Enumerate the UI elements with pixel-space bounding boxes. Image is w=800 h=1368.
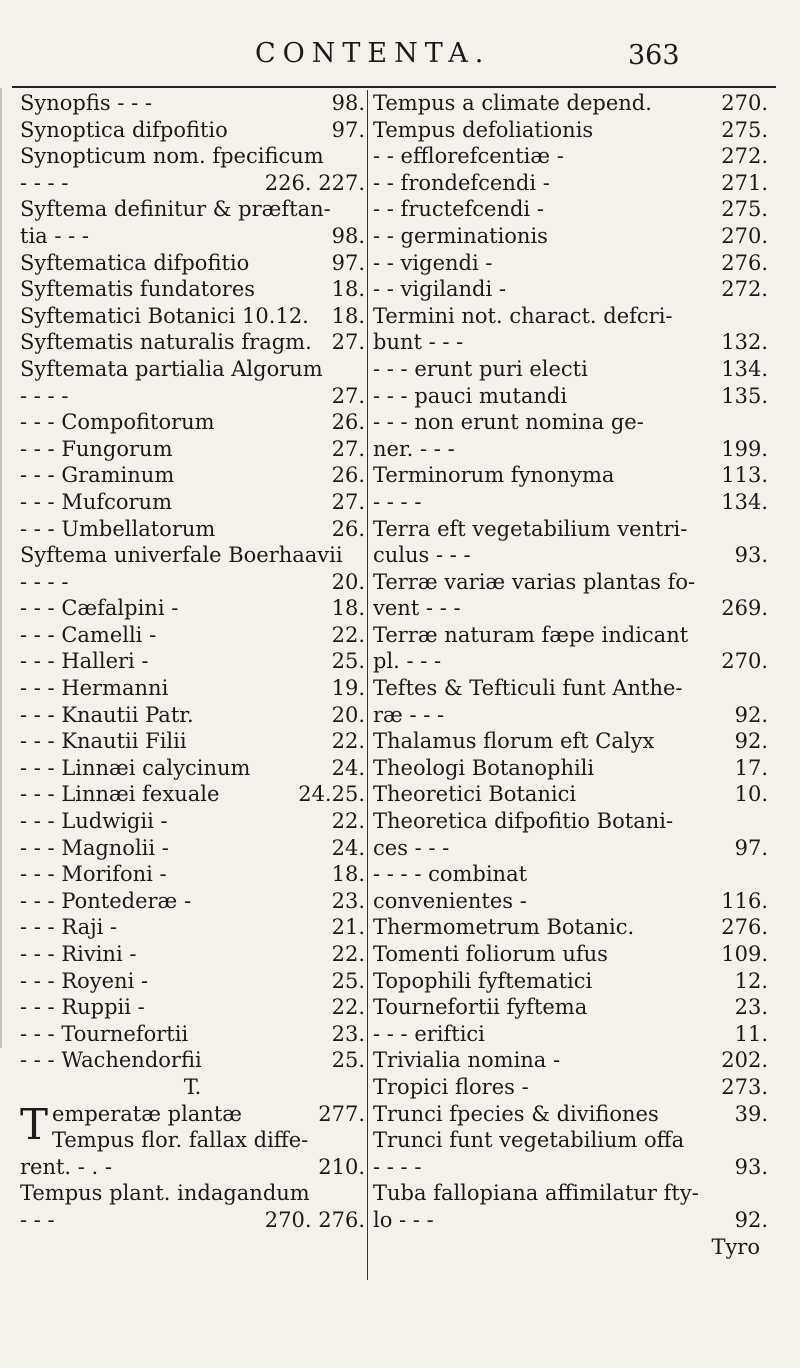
entry-text: - - - Magnolii - [20,835,169,860]
index-entry [373,223,768,250]
index-entry [20,1127,365,1154]
entry-page-ref: 98. [331,91,365,115]
index-entry [373,622,768,649]
entry-text: Topophili fyftematici [373,968,593,993]
entry-page-ref: 97. [734,835,768,860]
entry-text: Termini not. charact. defcri- [373,303,673,328]
entry-text: bunt - - - [373,330,464,355]
entry-page-ref: 275. [721,197,768,222]
index-entry [373,702,768,729]
entry-page-ref: 18. [331,277,365,302]
entry-text: - - - eriftici [373,1021,485,1046]
entry-page-ref: 11. [734,1021,768,1046]
entry-page-ref: 109. [721,942,768,966]
entry-page-ref: 92. [734,1207,768,1232]
entry-text: Terminorum fynonyma [373,463,615,488]
index-entry [20,994,365,1021]
entry-text: Trivialia nomina - [373,1048,561,1073]
index-entry [20,170,365,197]
index-entry [373,516,768,543]
entry-text: Syftemata partialia Algorum [20,356,323,381]
entry-text: vent - - - [373,596,461,621]
index-entry [373,835,768,862]
index-entry [20,702,365,729]
page-edge-shadow [0,88,10,1048]
index-entry [20,1047,365,1074]
entry-text: - - - - combinat [373,862,528,887]
entry-text: - - efflorefcentiæ - [373,144,564,169]
index-entry [20,409,365,436]
index-entry [20,569,365,596]
index-entry [373,994,768,1021]
entry-text: - - fructefcendi - [373,197,544,222]
index-entry [20,781,365,808]
index-entry [373,303,768,330]
entry-text: Terræ variæ varias plantas fo- [373,569,696,594]
index-entry [373,170,768,197]
index-entry [373,117,768,144]
entry-text: Tomenti foliorum ufus [373,942,608,966]
catchword: Tyro [711,1234,760,1259]
index-entry [20,436,365,463]
index-entry [20,861,365,888]
index-entry [373,968,768,995]
entry-page-ref: 93. [734,543,768,568]
entry-page-ref: 26. [331,516,365,541]
entry-page-ref: 22. [331,729,365,754]
entry-page-ref: 97. [331,250,365,275]
entry-page-ref: 23. [331,888,365,913]
entry-text: convenientes - [373,888,527,913]
index-entry [373,648,768,675]
entry-page-ref: 273. [721,1074,768,1099]
index-entry [20,462,365,489]
index-entry [20,914,365,941]
entry-text: - - - Camelli - [20,622,157,647]
entry-text: Synopfis - - - [20,91,152,115]
entry-page-ref: 272. [721,144,768,169]
entry-page-ref: 26. [331,463,365,488]
entry-page-ref: 270. [721,649,768,674]
index-entry [373,542,768,569]
index-entry [20,888,365,915]
index-entry [20,329,365,356]
entry-page-ref: 24.25. [298,782,365,807]
entry-text: Syftema univerfale Boerhaavii [20,543,343,568]
entry-page-ref: 277. [318,1101,365,1126]
entry-text: - - - Morifoni - [20,862,167,887]
index-entry [20,835,365,862]
entry-text: Theologi Botanophili [373,755,595,780]
right-index-column [373,90,768,1260]
index-entry [20,675,365,702]
index-entry [20,143,365,170]
entry-text: - - - non erunt nomina ge- [373,410,644,435]
index-entry [20,648,365,675]
index-entry [373,1021,768,1048]
entry-text: Tropici flores - [373,1074,529,1099]
index-entry [20,223,365,250]
entry-text: Thalamus florum eft Calyx [373,729,655,754]
entry-text: - - frondefcendi - [373,170,550,195]
entry-text: - - - Mufcorum [20,489,172,514]
entry-text: - - - [20,1207,55,1232]
entry-page-ref: 20. [331,702,365,727]
header-page-number: 363 [628,40,680,71]
entry-text: Theoretici Botanici [373,782,577,807]
entry-page-ref: 23. [734,995,768,1020]
header-title: CONTENTA. [255,38,491,69]
entry-text: tia - - - [20,223,89,248]
entry-page-ref: 22. [331,809,365,834]
entry-text: - - - Tournefortii [20,1021,189,1046]
entry-page-ref: 22. [331,995,365,1020]
index-entry [373,1207,768,1234]
index-entry [373,196,768,223]
index-entry [20,755,365,782]
index-entry [20,622,365,649]
entry-page-ref: 275. [721,117,768,142]
index-entry [20,196,365,223]
running-header [0,38,800,78]
entry-text: ces - - - [373,835,450,860]
entry-page-ref: 92. [734,702,768,727]
entry-text: Tempus defoliationis [373,117,594,142]
entry-text: - - - erunt puri electi [373,356,588,381]
left-index-column [20,90,365,1234]
index-entry [20,1101,365,1128]
entry-text: Trunci funt vegetabilium offa [373,1128,685,1153]
entry-text: Syftematica difpofitio [20,250,250,275]
entry-page-ref: 116. [721,888,768,913]
entry-page-ref: 93. [734,1154,768,1179]
entry-text: Tempus flor. fallax diffe- [52,1128,309,1153]
entry-text: - - - Ruppii - [20,995,145,1020]
entry-text: lo - - - [373,1207,434,1232]
index-entry [373,595,768,622]
entry-text: Tournefortii fyftema [373,995,588,1020]
entry-text: - - - Hermanni [20,676,169,701]
entry-text: ræ - - - [373,702,445,727]
entry-page-ref: 272. [721,277,768,302]
entry-text: - - - Wachendorfii [20,1048,202,1073]
entry-page-ref: 12. [734,968,768,993]
entry-page-ref: 19. [331,676,365,701]
index-entry [373,861,768,888]
index-entry [373,808,768,835]
header-rule [12,86,776,88]
entry-text: - - - Fungorum [20,436,173,461]
drop-capital: T [20,1099,49,1149]
index-entry [20,356,365,383]
entry-text: - - - - [20,170,69,195]
entry-text: Syftematici Botanici 10.12. [20,303,309,328]
entry-text: Syftematis fundatores [20,277,256,302]
index-entry [373,728,768,755]
index-entry [20,117,365,144]
index-entry [20,542,365,569]
entry-page-ref: 27. [331,383,365,408]
index-entry [373,143,768,170]
entry-page-ref: 132. [721,330,768,355]
entry-text: - - - Rivini - [20,942,137,966]
entry-text: Synoptica difpofitio [20,117,228,142]
entry-text: - - - pauci mutandi [373,383,568,408]
index-entry [373,569,768,596]
entry-text: Terra eft vegetabilium ventri- [373,516,688,541]
entry-text: culus - - - [373,543,471,568]
entry-text: - - - Raji - [20,915,118,940]
index-entry [373,1074,768,1101]
entry-text: - - - - [20,569,69,594]
index-entry [373,462,768,489]
entry-text: Synopticum nom. fpecificum [20,144,324,169]
entry-text: - - vigilandi - [373,277,506,302]
index-entry [20,383,365,410]
index-entry [20,516,365,543]
index-entry [20,90,365,117]
entry-page-ref: 135. [721,383,768,408]
index-entry [20,1207,365,1234]
entry-page-ref: 18. [331,596,365,621]
entry-page-ref: 276. [721,250,768,275]
index-entry [373,409,768,436]
index-entry [373,888,768,915]
entry-text: Teftes & Tefticuli funt Anthe- [373,676,683,701]
entry-text: - - - - [373,489,422,514]
entry-page-ref: 134. [721,356,768,381]
entry-page-ref: 26. [331,410,365,435]
entry-page-ref: 210. [318,1154,365,1179]
index-entry [373,250,768,277]
entry-page-ref: 276. [721,915,768,940]
entry-page-ref: 24. [331,835,365,860]
entry-text: - - - Pontederæ - [20,888,192,913]
section-letter: T. [183,1074,202,1099]
entry-text: - - - Umbellatorum [20,516,216,541]
entry-page-ref: 202. [721,1048,768,1073]
entry-text: - - - Royeni - [20,968,149,993]
entry-page-ref: 92. [734,729,768,754]
entry-text: Syftematis naturalis fragm. [20,330,312,355]
entry-text: Terræ naturam fæpe indicant [373,622,689,647]
index-entry [373,1101,768,1128]
index-entry [373,781,768,808]
index-entry [373,90,768,117]
index-entry [20,1021,365,1048]
entry-text: - - - Cæfalpini - [20,596,179,621]
index-entry [20,250,365,277]
entry-text: ner. - - - [373,436,455,461]
index-entry [373,276,768,303]
index-entry [20,276,365,303]
entry-page-ref: 270. [721,223,768,248]
column-divider [367,90,368,1280]
index-entry [20,1180,365,1207]
entry-text: - - - Ludwigii - [20,809,168,834]
entry-text: - - - Linnæi calycinum [20,755,251,780]
index-entry [373,755,768,782]
index-entry [20,968,365,995]
entry-text: Trunci fpecies & divifiones [373,1101,659,1126]
entry-page-ref: 134. [721,489,768,514]
entry-text: - - - Compofitorum [20,410,215,435]
entry-page-ref: 27. [331,436,365,461]
index-entry [373,941,768,968]
entry-text: Syftema definitur & præftan- [20,197,331,222]
entry-page-ref: 271. [721,170,768,195]
entry-text: - - - Knautii Filii [20,729,187,754]
entry-page-ref: 24. [331,755,365,780]
index-entry [373,383,768,410]
entry-text: rent. - . - [20,1154,112,1179]
index-entry [20,595,365,622]
entry-page-ref: 113. [721,463,768,488]
index-entry [20,1154,365,1181]
entry-page-ref: 27. [331,489,365,514]
index-entry [373,1154,768,1181]
index-entry [373,356,768,383]
entry-page-ref: 199. [721,436,768,461]
entry-text: Thermometrum Botanic. [373,915,635,940]
index-entry [373,436,768,463]
entry-page-ref: 270. 276. [264,1207,365,1232]
entry-text: Theoretica difpofitio Botani- [373,809,674,834]
index-entry [373,1047,768,1074]
index-entry [373,489,768,516]
entry-page-ref: 20. [331,569,365,594]
entry-page-ref: 25. [331,1048,365,1073]
entry-text: - - - Knautii Patr. [20,702,194,727]
entry-text: - - vigendi - [373,250,493,275]
entry-page-ref: 17. [734,755,768,780]
entry-page-ref: 98. [331,223,365,248]
entry-text: Tuba fallopiana affimilatur fty- [373,1181,699,1206]
entry-text: - - germinationis [373,223,548,248]
entry-text: emperatæ plantæ [52,1101,243,1126]
entry-text: Tempus plant. indagandum [20,1181,310,1206]
entry-text: - - - Graminum [20,463,175,488]
entry-page-ref: 22. [331,622,365,647]
entry-page-ref: 18. [331,303,365,328]
index-entry [373,675,768,702]
entry-text: pl. - - - [373,649,442,674]
entry-page-ref: 23. [331,1021,365,1046]
entry-page-ref: 27. [331,330,365,355]
entry-page-ref: 25. [331,968,365,993]
index-entry [20,303,365,330]
entry-page-ref: 21. [331,915,365,940]
index-entry [373,1180,768,1207]
entry-page-ref: 269. [721,596,768,621]
entry-page-ref: 97. [331,117,365,142]
entry-text: - - - - [20,383,69,408]
entry-page-ref: 270. [721,91,768,115]
entry-text: - - - - [373,1154,422,1179]
entry-page-ref: 10. [734,782,768,807]
index-entry [20,808,365,835]
index-entry [20,941,365,968]
dropcap-block [20,1101,365,1154]
index-entry [20,728,365,755]
entry-page-ref: 22. [331,942,365,966]
entry-page-ref: 25. [331,649,365,674]
entry-page-ref: 39. [734,1101,768,1126]
entry-text: - - - Linnæi fexuale [20,782,220,807]
index-entry [373,329,768,356]
index-entry [373,1127,768,1154]
index-entry [20,489,365,516]
entry-text: - - - Halleri - [20,649,149,674]
entry-page-ref: 226. 227. [264,170,365,195]
index-entry [373,914,768,941]
entry-text: Tempus a climate depend. [373,91,652,115]
entry-page-ref: 18. [331,862,365,887]
